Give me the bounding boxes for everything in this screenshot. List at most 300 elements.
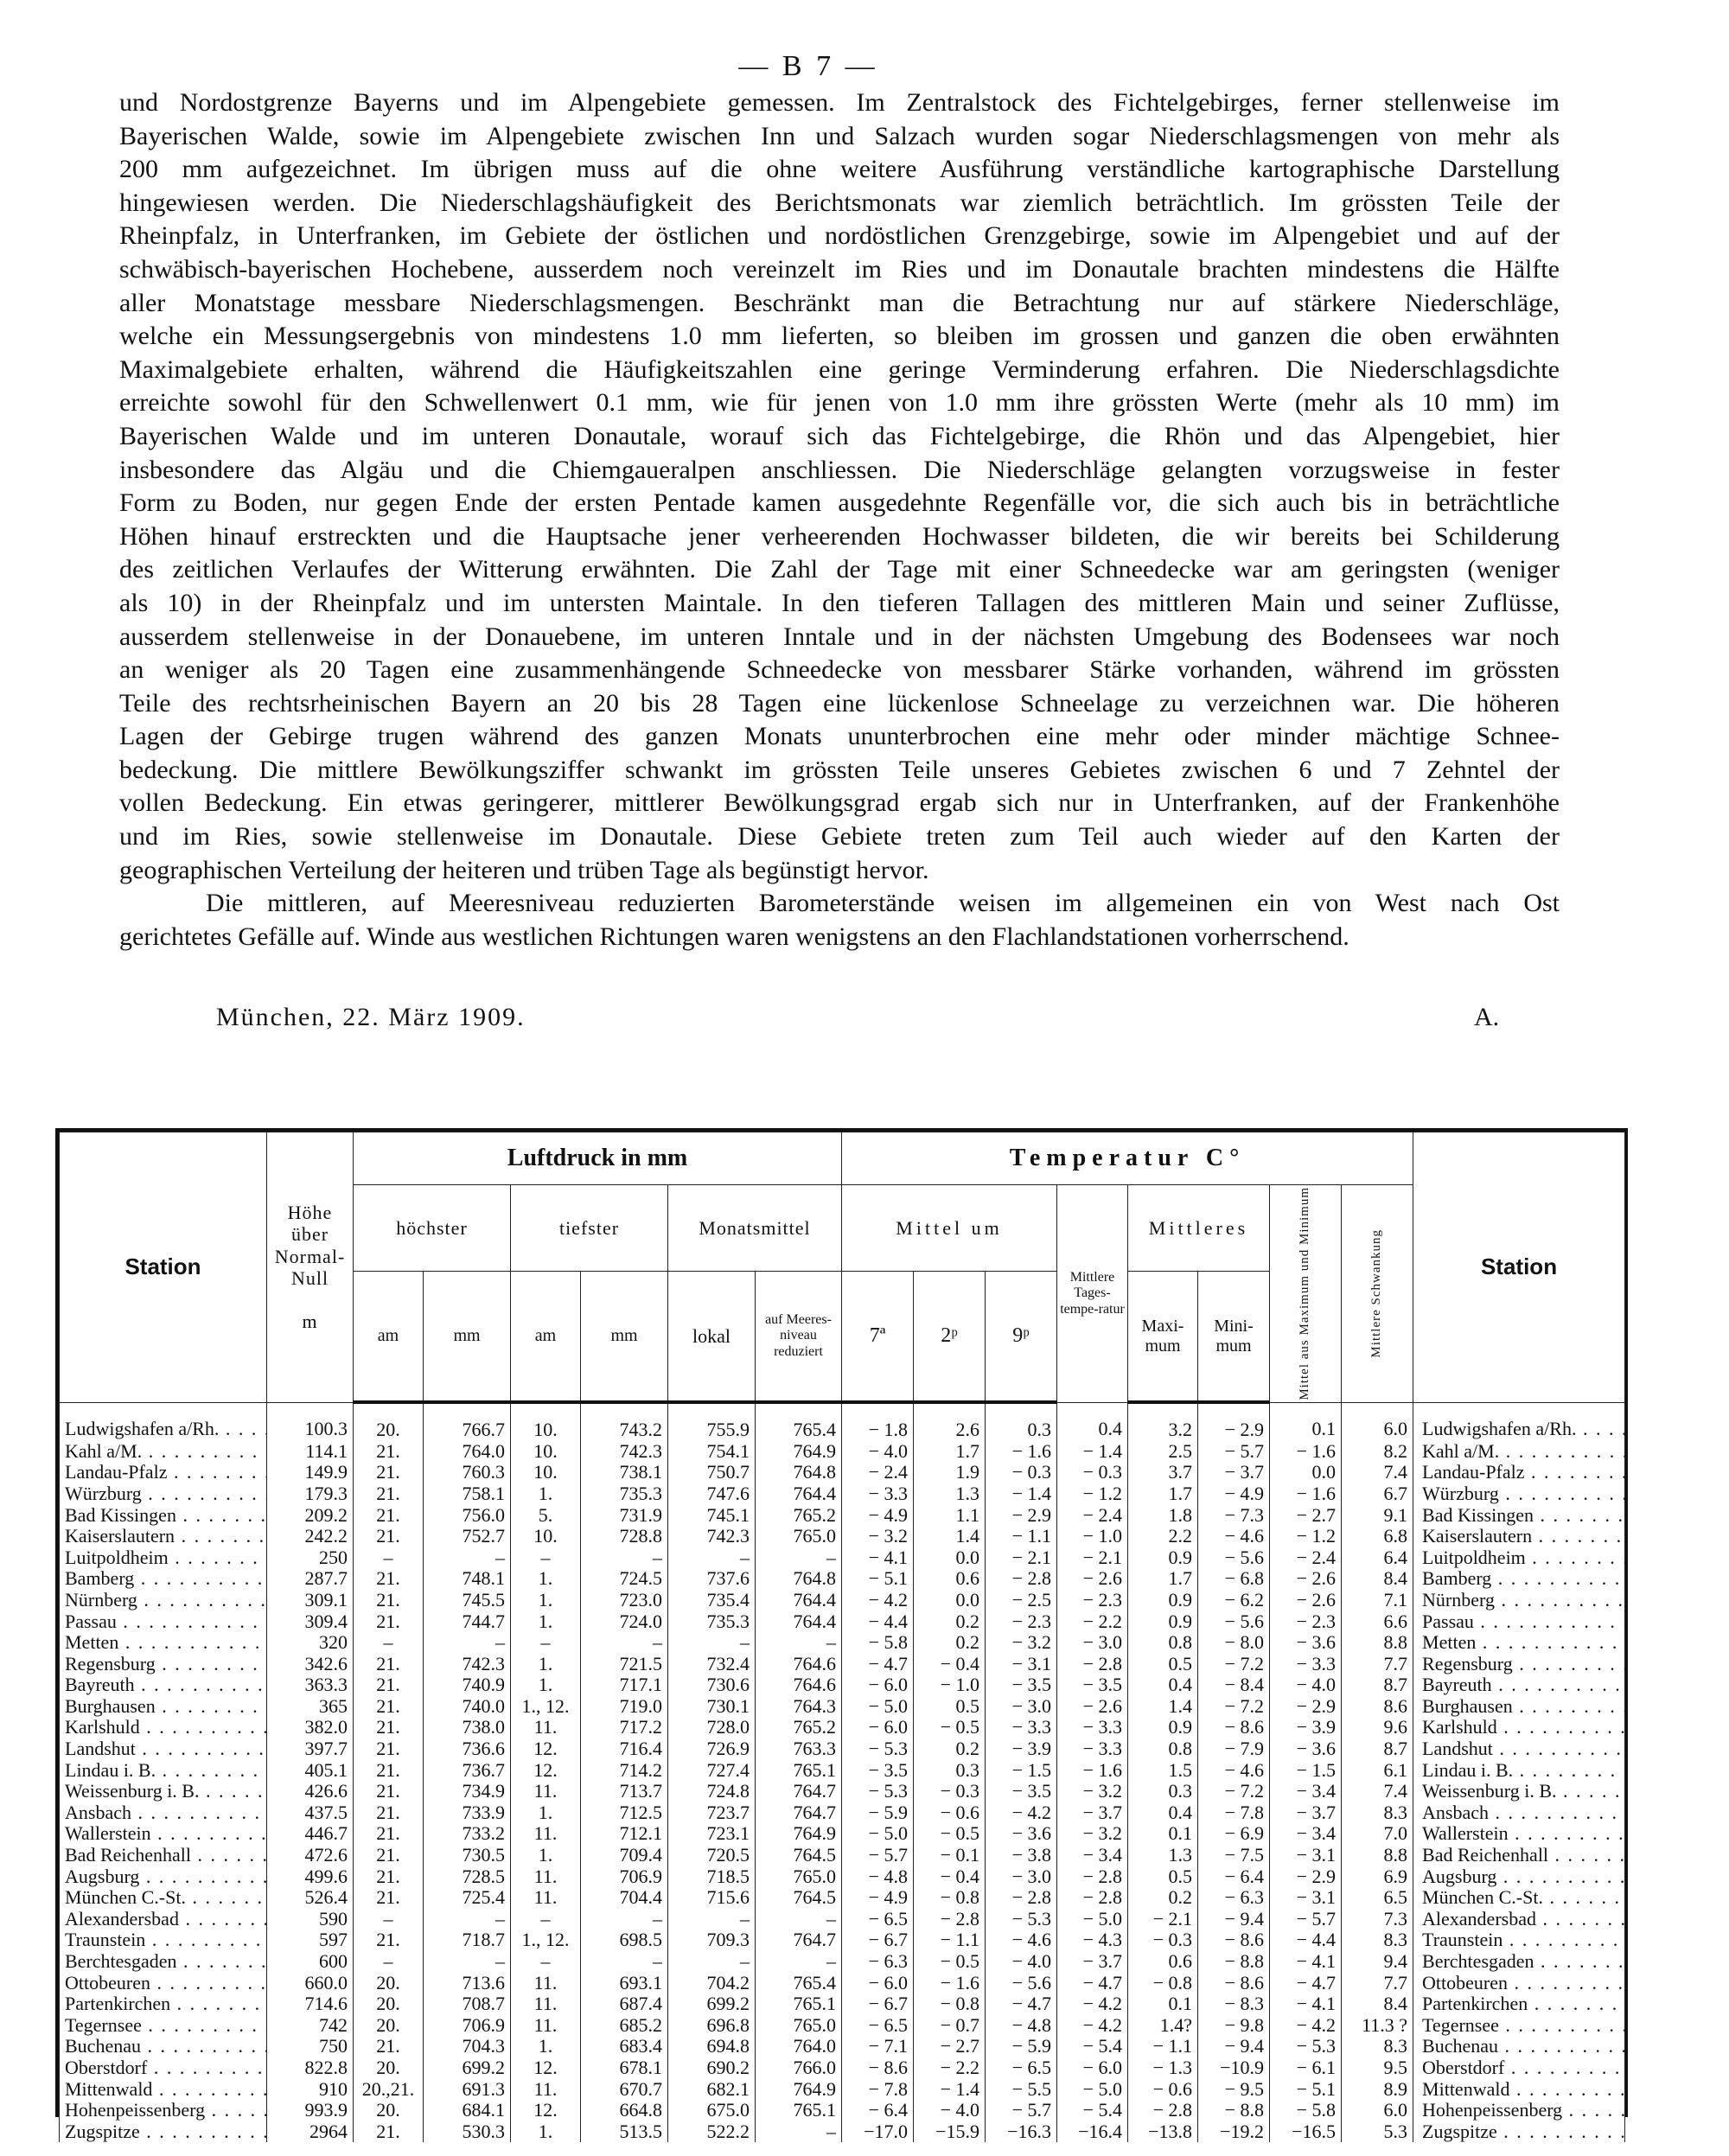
cell-tagestemperatur: −16.4 — [1057, 2121, 1128, 2143]
cell-station-right: Oberstdorf . . . — [1413, 2057, 1625, 2079]
cell-tagestemperatur: − 1.6 — [1057, 1760, 1128, 1782]
cell-station: Lindau i. B. . . . — [60, 1760, 267, 1782]
cell-mittel-lokal: 522.2 — [668, 2121, 756, 2143]
cell-mittel-meeresniveau: 764.5 — [756, 1887, 842, 1909]
cell-tiefster-am: 5. — [511, 1505, 581, 1527]
header-minimum: Mini-mum — [1198, 1271, 1270, 1402]
cell-hoechster-am: 21. — [354, 1654, 424, 1675]
cell-temp-9p: − 2.5 — [986, 1590, 1057, 1611]
cell-maximum: − 2.1 — [1128, 1909, 1198, 1930]
cell-schwankung: 7.7 — [1342, 1654, 1413, 1675]
cell-hoechster-am: 21. — [354, 2036, 424, 2057]
cell-maximum: 0.4 — [1128, 1674, 1198, 1696]
cell-tiefster-am: – — [511, 1632, 581, 1654]
cell-hoehe: 242.2 — [267, 1526, 354, 1547]
cell-tagestemperatur: − 2.2 — [1057, 1611, 1128, 1633]
cell-schwankung: 8.7 — [1342, 1674, 1413, 1696]
header-mittleres: Mittleres — [1128, 1185, 1270, 1272]
cell-mittel-max-min: − 2.9 — [1270, 1696, 1342, 1718]
cell-mittel-meeresniveau: 766.0 — [756, 2057, 842, 2079]
cell-temp-2p: −15.9 — [914, 2121, 986, 2143]
cell-hoechster-mm: 725.4 — [424, 1887, 511, 1909]
header-hoehe-unit: m — [302, 1311, 318, 1333]
header-station: Station — [60, 1132, 267, 1403]
cell-mittel-max-min: 0.1 — [1270, 1402, 1342, 1441]
cell-station: Wallerstein . . . — [60, 1823, 267, 1845]
cell-hoechster-mm: 745.5 — [424, 1590, 511, 1611]
cell-tiefster-mm: 738.1 — [581, 1462, 668, 1483]
table-row — [60, 2036, 1625, 2057]
cell-tiefster-am: 11. — [511, 1887, 581, 1909]
cell-temp-9p: − 4.7 — [986, 1993, 1057, 2015]
cell-mittel-meeresniveau: 764.8 — [756, 1568, 842, 1590]
cell-temp-2p: − 2.8 — [914, 1909, 986, 1930]
cell-hoechster-mm: 728.5 — [424, 1866, 511, 1888]
cell-hoehe: 600 — [267, 1951, 354, 1973]
cell-tiefster-mm: 704.4 — [581, 1887, 668, 1909]
cell-temp-7a: − 5.3 — [842, 1781, 914, 1802]
text-line: welche ein Messungsergebnis von mindestens 1.0 mm lieferten, so bleiben im grossen und ganzen die oben erwähnten — [119, 322, 1560, 351]
cell-hoehe: 993.9 — [267, 2100, 354, 2121]
cell-mittel-lokal: 728.0 — [668, 1717, 756, 1738]
cell-mittel-lokal: 726.9 — [668, 1738, 756, 1760]
cell-tiefster-mm: 717.1 — [581, 1674, 668, 1696]
cell-tagestemperatur: − 2.6 — [1057, 1568, 1128, 1590]
text-line: und Nordostgrenze Bayerns und im Alpengebiete gemessen. Im Zentralstock des Fichtelgebirges, ferner stellenweise im — [119, 88, 1560, 117]
cell-station: Weissenburg i. B. . . . — [60, 1781, 267, 1802]
cell-tiefster-am: 10. — [511, 1526, 581, 1547]
cell-hoechster-mm: – — [424, 1547, 511, 1569]
text-line: schwäbisch-bayerischen Hochebene, ausserdem noch vereinzelt im Ries und im Donautale brachten mindestens die Hälfte — [119, 254, 1560, 284]
cell-mittel-lokal: 727.4 — [668, 1760, 756, 1782]
cell-tagestemperatur: − 3.2 — [1057, 1823, 1128, 1845]
table-row — [60, 1909, 1625, 1930]
cell-tiefster-am: 10. — [511, 1441, 581, 1463]
cell-temp-9p: − 3.0 — [986, 1866, 1057, 1888]
cell-station: Berchtesgaden . . . — [60, 1951, 267, 1973]
cell-hoechster-am: 20.,21. — [354, 2079, 424, 2101]
text-line: Maximalgebiete erhalten, während die Häufigkeitszahlen eine geringe Verminderung erfahren. Die Niederschlagsdichte — [119, 354, 1560, 384]
cell-minimum: − 4.6 — [1198, 1760, 1270, 1782]
cell-station: München C.-St. . . . — [60, 1887, 267, 1909]
cell-temp-2p: 0.3 — [914, 1760, 986, 1782]
cell-tiefster-mm: 698.5 — [581, 1930, 668, 1951]
header-7a: 7ª — [842, 1271, 914, 1402]
cell-hoehe: 363.3 — [267, 1674, 354, 1696]
cell-temp-2p: − 0.6 — [914, 1802, 986, 1824]
cell-tiefster-mm: 743.2 — [581, 1402, 668, 1441]
cell-station: Ansbach . . . — [60, 1802, 267, 1824]
table-row — [60, 1611, 1625, 1633]
cell-hoechster-am: – — [354, 1547, 424, 1569]
cell-temp-9p: − 3.8 — [986, 1845, 1057, 1866]
cell-mittel-max-min: − 4.1 — [1270, 1951, 1342, 1973]
cell-hoehe: 714.6 — [267, 1993, 354, 2015]
cell-tiefster-am: 1. — [511, 2121, 581, 2143]
cell-station: Metten . . . — [60, 1632, 267, 1654]
cell-minimum: − 8.6 — [1198, 1717, 1270, 1738]
cell-mittel-meeresniveau: 764.3 — [756, 1696, 842, 1718]
cell-hoechster-mm: 706.9 — [424, 2015, 511, 2037]
cell-tiefster-am: 11. — [511, 1993, 581, 2015]
cell-hoehe: 526.4 — [267, 1887, 354, 1909]
cell-schwankung: 8.4 — [1342, 1568, 1413, 1590]
cell-hoehe: 320 — [267, 1632, 354, 1654]
cell-temp-7a: − 5.1 — [842, 1568, 914, 1590]
cell-minimum: − 5.6 — [1198, 1611, 1270, 1633]
cell-temp-7a: − 4.4 — [842, 1611, 914, 1633]
cell-tagestemperatur: − 2.6 — [1057, 1696, 1128, 1718]
cell-schwankung: 9.6 — [1342, 1717, 1413, 1738]
cell-tiefster-mm: 721.5 — [581, 1654, 668, 1675]
cell-station-right: Bayreuth . . . — [1413, 1674, 1625, 1696]
cell-temp-9p: − 2.3 — [986, 1611, 1057, 1633]
cell-station: Karlshuld . . . — [60, 1717, 267, 1738]
cell-hoechster-mm: 733.9 — [424, 1802, 511, 1824]
cell-temp-9p: − 5.6 — [986, 1973, 1057, 1994]
cell-tiefster-am: 1. — [511, 1674, 581, 1696]
cell-temp-2p: − 0.1 — [914, 1845, 986, 1866]
cell-hoehe: 114.1 — [267, 1441, 354, 1463]
cell-station: Ludwigshafen a/Rh. . . . — [60, 1402, 267, 1441]
cell-temp-7a: − 2.4 — [842, 1462, 914, 1483]
cell-hoechster-mm: 758.1 — [424, 1483, 511, 1505]
cell-schwankung: 7.4 — [1342, 1462, 1413, 1483]
header-maximum: Maxi-mum — [1128, 1271, 1198, 1402]
cell-mittel-max-min: − 5.1 — [1270, 2079, 1342, 2101]
header-hoehe — [267, 1132, 354, 1403]
cell-maximum: 1.4 — [1128, 1696, 1198, 1718]
cell-temp-2p: 0.2 — [914, 1632, 986, 1654]
table-row — [60, 1781, 1625, 1802]
table-row — [60, 2057, 1625, 2079]
text-line: Teile des rechtsrheinischen Bayern an 20 bis 28 Tagen eine lückenlose Schneelage zu verzeichnen war. Die höheren — [119, 688, 1560, 718]
cell-maximum: 1.7 — [1128, 1483, 1198, 1505]
cell-tiefster-mm: 513.5 — [581, 2121, 668, 2143]
cell-temp-7a: − 6.7 — [842, 1930, 914, 1951]
cell-station-right: Zugspitze . . . — [1413, 2121, 1625, 2143]
cell-schwankung: 8.2 — [1342, 1441, 1413, 1463]
cell-temp-2p: − 0.7 — [914, 2015, 986, 2037]
cell-hoechster-am: 21. — [354, 1760, 424, 1782]
cell-temp-7a: − 5.8 — [842, 1632, 914, 1654]
cell-tiefster-am: 1., 12. — [511, 1930, 581, 1951]
cell-mittel-lokal: 696.8 — [668, 2015, 756, 2037]
cell-station: Mittenwald . . . — [60, 2079, 267, 2101]
cell-schwankung: 6.1 — [1342, 1760, 1413, 1782]
table-row — [60, 1696, 1625, 1718]
table-row — [60, 1402, 1625, 1441]
cell-temp-7a: − 6.3 — [842, 1951, 914, 1973]
cell-hoechster-am: 21. — [354, 1738, 424, 1760]
cell-temp-7a: − 4.8 — [842, 1866, 914, 1888]
cell-station-right: Karlshuld . . . — [1413, 1717, 1625, 1738]
cell-station: Oberstdorf . . . — [60, 2057, 267, 2079]
table-row — [60, 1505, 1625, 1527]
cell-tiefster-am: 11. — [511, 1823, 581, 1845]
cell-mittel-meeresniveau: 765.4 — [756, 1402, 842, 1441]
cell-mittel-max-min: − 2.9 — [1270, 1866, 1342, 1888]
cell-station: Burghausen . . . — [60, 1696, 267, 1718]
cell-maximum: 1.3 — [1128, 1845, 1198, 1866]
cell-mittel-meeresniveau: – — [756, 1951, 842, 1973]
cell-station-right: Augsburg . . . — [1413, 1866, 1625, 1888]
cell-minimum: − 8.6 — [1198, 1973, 1270, 1994]
cell-hoechster-mm: 684.1 — [424, 2100, 511, 2121]
table-row — [60, 1483, 1625, 1505]
cell-mittel-meeresniveau: 764.7 — [756, 1781, 842, 1802]
header-hoechster-am: am — [354, 1271, 424, 1402]
cell-maximum: 0.9 — [1128, 1547, 1198, 1569]
cell-temp-7a: − 5.7 — [842, 1845, 914, 1866]
cell-tiefster-am: 10. — [511, 1402, 581, 1441]
cell-tiefster-mm: 670.7 — [581, 2079, 668, 2101]
cell-schwankung: 6.8 — [1342, 1526, 1413, 1547]
cell-temp-9p: − 0.3 — [986, 1462, 1057, 1483]
text-line: insbesondere das Algäu und die Chiemgaueralpen anschliessen. Die Niederschläge gelangten vorzugsweise in fester — [119, 455, 1560, 484]
cell-maximum: 0.1 — [1128, 1993, 1198, 2015]
cell-minimum: − 8.8 — [1198, 1951, 1270, 1973]
cell-station-right: Ansbach . . . — [1413, 1802, 1625, 1824]
cell-mittel-lokal: 737.6 — [668, 1568, 756, 1590]
header-9p: 9ᵖ — [986, 1271, 1057, 1402]
cell-temp-7a: − 6.5 — [842, 2015, 914, 2037]
cell-maximum: 0.5 — [1128, 1654, 1198, 1675]
cell-mittel-max-min: − 5.8 — [1270, 2100, 1342, 2121]
text-line: gerichtetes Gefälle auf. Winde aus westlichen Richtungen waren wenigstens an den Flachlandstationen vorherrschend. — [119, 922, 1349, 951]
table-row — [60, 1973, 1625, 1994]
cell-hoechster-am: 21. — [354, 1526, 424, 1547]
cell-station-right: Berchtesgaden . . . — [1413, 1951, 1625, 1973]
header-lokal: lokal — [668, 1271, 756, 1402]
cell-tagestemperatur: − 3.7 — [1057, 1951, 1128, 1973]
cell-tagestemperatur: − 3.5 — [1057, 1674, 1128, 1696]
table-row — [60, 1654, 1625, 1675]
cell-temp-7a: − 4.9 — [842, 1887, 914, 1909]
cell-mittel-max-min: − 1.6 — [1270, 1483, 1342, 1505]
cell-hoehe: 179.3 — [267, 1483, 354, 1505]
cell-hoehe: 597 — [267, 1930, 354, 1951]
cell-minimum: − 8.0 — [1198, 1632, 1270, 1654]
cell-temp-7a: − 6.0 — [842, 1973, 914, 1994]
cell-mittel-meeresniveau: 764.9 — [756, 1823, 842, 1845]
cell-mittel-max-min: − 4.2 — [1270, 2015, 1342, 2037]
cell-mittel-lokal: 732.4 — [668, 1654, 756, 1675]
cell-mittel-meeresniveau: 764.9 — [756, 1441, 842, 1463]
cell-hoechster-mm: 691.3 — [424, 2079, 511, 2101]
text-line: vollen Bedeckung. Ein etwas geringerer, mittlerer Bewölkungsgrad ergab sich nur in Unterfranken, auf der Frankenhöhe — [119, 788, 1560, 818]
cell-mittel-max-min: − 4.1 — [1270, 1993, 1342, 2015]
cell-mittel-lokal: 720.5 — [668, 1845, 756, 1866]
cell-mittel-lokal: 730.6 — [668, 1674, 756, 1696]
cell-temp-2p: 2.6 — [914, 1402, 986, 1441]
cell-hoechster-mm: 733.2 — [424, 1823, 511, 1845]
cell-maximum: 0.6 — [1128, 1951, 1198, 1973]
cell-station-right: Tegernsee . . . — [1413, 2015, 1625, 2037]
cell-temp-2p: − 0.8 — [914, 1887, 986, 1909]
cell-hoehe: 405.1 — [267, 1760, 354, 1782]
cell-hoehe: 365 — [267, 1696, 354, 1718]
cell-tiefster-am: 1. — [511, 1845, 581, 1866]
cell-tiefster-am: – — [511, 1547, 581, 1569]
cell-mittel-max-min: − 1.2 — [1270, 1526, 1342, 1547]
cell-station-right: Weissenburg i. B. . . . — [1413, 1781, 1625, 1802]
table-row — [60, 1674, 1625, 1696]
cell-schwankung: 5.3 — [1342, 2121, 1413, 2143]
cell-hoechster-am: 21. — [354, 1505, 424, 1527]
cell-tiefster-mm: 717.2 — [581, 1717, 668, 1738]
cell-station: Buchenau . . . — [60, 2036, 267, 2057]
cell-station-right: Wallerstein . . . — [1413, 1823, 1625, 1845]
cell-hoechster-am: 20. — [354, 1973, 424, 1994]
cell-station: Ottobeuren . . . — [60, 1973, 267, 1994]
cell-temp-7a: − 5.9 — [842, 1802, 914, 1824]
cell-hoehe: 250 — [267, 1547, 354, 1569]
cell-mittel-max-min: − 1.5 — [1270, 1760, 1342, 1782]
cell-station: Bayreuth . . . — [60, 1674, 267, 1696]
cell-tiefster-mm: – — [581, 1909, 668, 1930]
cell-maximum: 0.8 — [1128, 1738, 1198, 1760]
cell-temp-9p: − 4.0 — [986, 1951, 1057, 1973]
header-mittel-max-min-label: Mittel aus Maximum und Minimum — [1298, 1187, 1312, 1400]
cell-tagestemperatur: − 0.3 — [1057, 1462, 1128, 1483]
cell-hoehe: 287.7 — [267, 1568, 354, 1590]
cell-hoechster-am: 21. — [354, 2121, 424, 2143]
cell-mittel-lokal: 682.1 — [668, 2079, 756, 2101]
cell-mittel-max-min: − 4.0 — [1270, 1674, 1342, 1696]
cell-temp-9p: − 3.0 — [986, 1696, 1057, 1718]
cell-hoechster-mm: 730.5 — [424, 1845, 511, 1866]
cell-temp-9p: − 6.5 — [986, 2057, 1057, 2079]
cell-mittel-meeresniveau: 764.0 — [756, 2036, 842, 2057]
cell-tiefster-am: 12. — [511, 2057, 581, 2079]
cell-schwankung: 7.7 — [1342, 1973, 1413, 1994]
table-row — [60, 1590, 1625, 1611]
cell-tiefster-am: 1. — [511, 1590, 581, 1611]
cell-mittel-max-min: − 3.6 — [1270, 1738, 1342, 1760]
cell-tiefster-mm: – — [581, 1547, 668, 1569]
cell-minimum: − 2.9 — [1198, 1402, 1270, 1441]
table-row — [60, 2079, 1625, 2101]
cell-mittel-lokal: 724.8 — [668, 1781, 756, 1802]
cell-mittel-meeresniveau: 765.4 — [756, 1973, 842, 1994]
cell-station: Passau . . . — [60, 1611, 267, 1633]
cell-tiefster-mm: 683.4 — [581, 2036, 668, 2057]
cell-station-right: Würzburg . . . — [1413, 1483, 1625, 1505]
text-line: an weniger als 20 Tagen eine zusammenhängende Schneedecke von messbarer Stärke vorhanden, während im grössten — [119, 655, 1560, 685]
text-line: bedeckung. Die mittlere Bewölkungsziffer schwankt im grössten Teile unseres Gebietes zwischen 6 und 7 Zehntel der — [119, 755, 1560, 784]
cell-maximum: − 0.8 — [1128, 1973, 1198, 1994]
cell-station-right: Partenkirchen . . . — [1413, 1993, 1625, 2015]
table-row — [60, 2121, 1625, 2143]
header-hoehe-label: Höhe über Normal-Null — [274, 1201, 346, 1289]
cell-mittel-max-min: − 2.7 — [1270, 1505, 1342, 1527]
text-line: Höhen hinauf erstreckten und die Hauptsache jener verheerenden Hochwasser bildeten, die wir bereits bei Schilderung — [119, 521, 1560, 551]
cell-mittel-max-min: − 2.3 — [1270, 1611, 1342, 1633]
cell-hoehe: 100.3 — [267, 1402, 354, 1441]
cell-schwankung: 7.1 — [1342, 1590, 1413, 1611]
cell-hoehe: 437.5 — [267, 1802, 354, 1824]
cell-mittel-meeresniveau: – — [756, 1632, 842, 1654]
cell-mittel-lokal: – — [668, 1547, 756, 1569]
cell-mittel-max-min: − 3.4 — [1270, 1823, 1342, 1845]
cell-maximum: − 1.3 — [1128, 2057, 1198, 2079]
cell-hoechster-mm: 738.0 — [424, 1717, 511, 1738]
cell-temp-7a: − 4.9 — [842, 1505, 914, 1527]
cell-tagestemperatur: − 4.7 — [1057, 1973, 1128, 1994]
cell-temp-7a: − 7.1 — [842, 2036, 914, 2057]
cell-temp-7a: − 3.2 — [842, 1526, 914, 1547]
cell-tagestemperatur: − 1.4 — [1057, 1441, 1128, 1463]
cell-schwankung: 8.4 — [1342, 1993, 1413, 2015]
header-hoechster: höchster — [354, 1185, 511, 1272]
cell-minimum: − 7.2 — [1198, 1781, 1270, 1802]
cell-tagestemperatur: 0.4 — [1057, 1402, 1128, 1441]
cell-tagestemperatur: − 2.4 — [1057, 1505, 1128, 1527]
cell-tiefster-mm: 706.9 — [581, 1866, 668, 1888]
cell-mittel-lokal: 709.3 — [668, 1930, 756, 1951]
cell-minimum: −19.2 — [1198, 2121, 1270, 2143]
table-row — [60, 1462, 1625, 1483]
cell-station-right: Buchenau . . . — [1413, 2036, 1625, 2057]
cell-maximum: 0.1 — [1128, 1823, 1198, 1845]
cell-tagestemperatur: − 1.2 — [1057, 1483, 1128, 1505]
cell-hoechster-am: – — [354, 1632, 424, 1654]
cell-temp-9p: − 5.7 — [986, 2100, 1057, 2121]
cell-temp-2p: − 1.0 — [914, 1674, 986, 1696]
table-row — [60, 1823, 1625, 1845]
text-line: geographischen Verteilung der heiteren und trüben Tage als begünstigt hervor. — [119, 855, 929, 884]
cell-temp-2p: 1.4 — [914, 1526, 986, 1547]
cell-temp-2p: − 2.2 — [914, 2057, 986, 2079]
cell-tiefster-mm: 735.3 — [581, 1483, 668, 1505]
cell-temp-7a: − 5.0 — [842, 1823, 914, 1845]
cell-tiefster-mm: 714.2 — [581, 1760, 668, 1782]
table-row — [60, 1993, 1625, 2015]
cell-temp-9p: − 5.5 — [986, 2079, 1057, 2101]
cell-mittel-max-min: − 6.1 — [1270, 2057, 1342, 2079]
header-temperatur: Temperatur C° — [842, 1132, 1413, 1185]
header-mittel-max-min — [1270, 1185, 1342, 1403]
cell-hoehe: 499.6 — [267, 1866, 354, 1888]
cell-hoehe: 309.1 — [267, 1590, 354, 1611]
cell-schwankung: 6.4 — [1342, 1547, 1413, 1569]
cell-tagestemperatur: − 5.4 — [1057, 2100, 1128, 2121]
cell-station-right: Mittenwald . . . — [1413, 2079, 1625, 2101]
cell-hoechster-mm: 718.7 — [424, 1930, 511, 1951]
cell-mittel-max-min: −16.5 — [1270, 2121, 1342, 2143]
cell-hoechster-mm: 756.0 — [424, 1505, 511, 1527]
header-schwankung — [1342, 1185, 1413, 1403]
text-line: Form zu Boden, nur gegen Ende der ersten Pentade kamen ausgedehnte Regenfälle vor, die sich auch bis in beträchtliche — [119, 488, 1560, 518]
cell-mittel-meeresniveau: 764.6 — [756, 1674, 842, 1696]
cell-temp-9p: − 1.1 — [986, 1526, 1057, 1547]
cell-schwankung: 8.3 — [1342, 2036, 1413, 2057]
cell-temp-9p: − 3.5 — [986, 1674, 1057, 1696]
cell-tiefster-am: 1., 12. — [511, 1696, 581, 1718]
cell-tagestemperatur: − 3.0 — [1057, 1632, 1128, 1654]
cell-hoehe: 342.6 — [267, 1654, 354, 1675]
cell-station-right: Hohenpeissenberg . . . — [1413, 2100, 1625, 2121]
cell-hoechster-am: 21. — [354, 1483, 424, 1505]
cell-maximum: 0.9 — [1128, 1590, 1198, 1611]
cell-mittel-max-min: − 3.1 — [1270, 1887, 1342, 1909]
cell-minimum: − 9.4 — [1198, 1909, 1270, 1930]
cell-temp-2p: 1.1 — [914, 1505, 986, 1527]
cell-hoechster-mm: 704.3 — [424, 2036, 511, 2057]
cell-schwankung: 8.7 — [1342, 1738, 1413, 1760]
cell-station-right: Metten . . . — [1413, 1632, 1625, 1654]
